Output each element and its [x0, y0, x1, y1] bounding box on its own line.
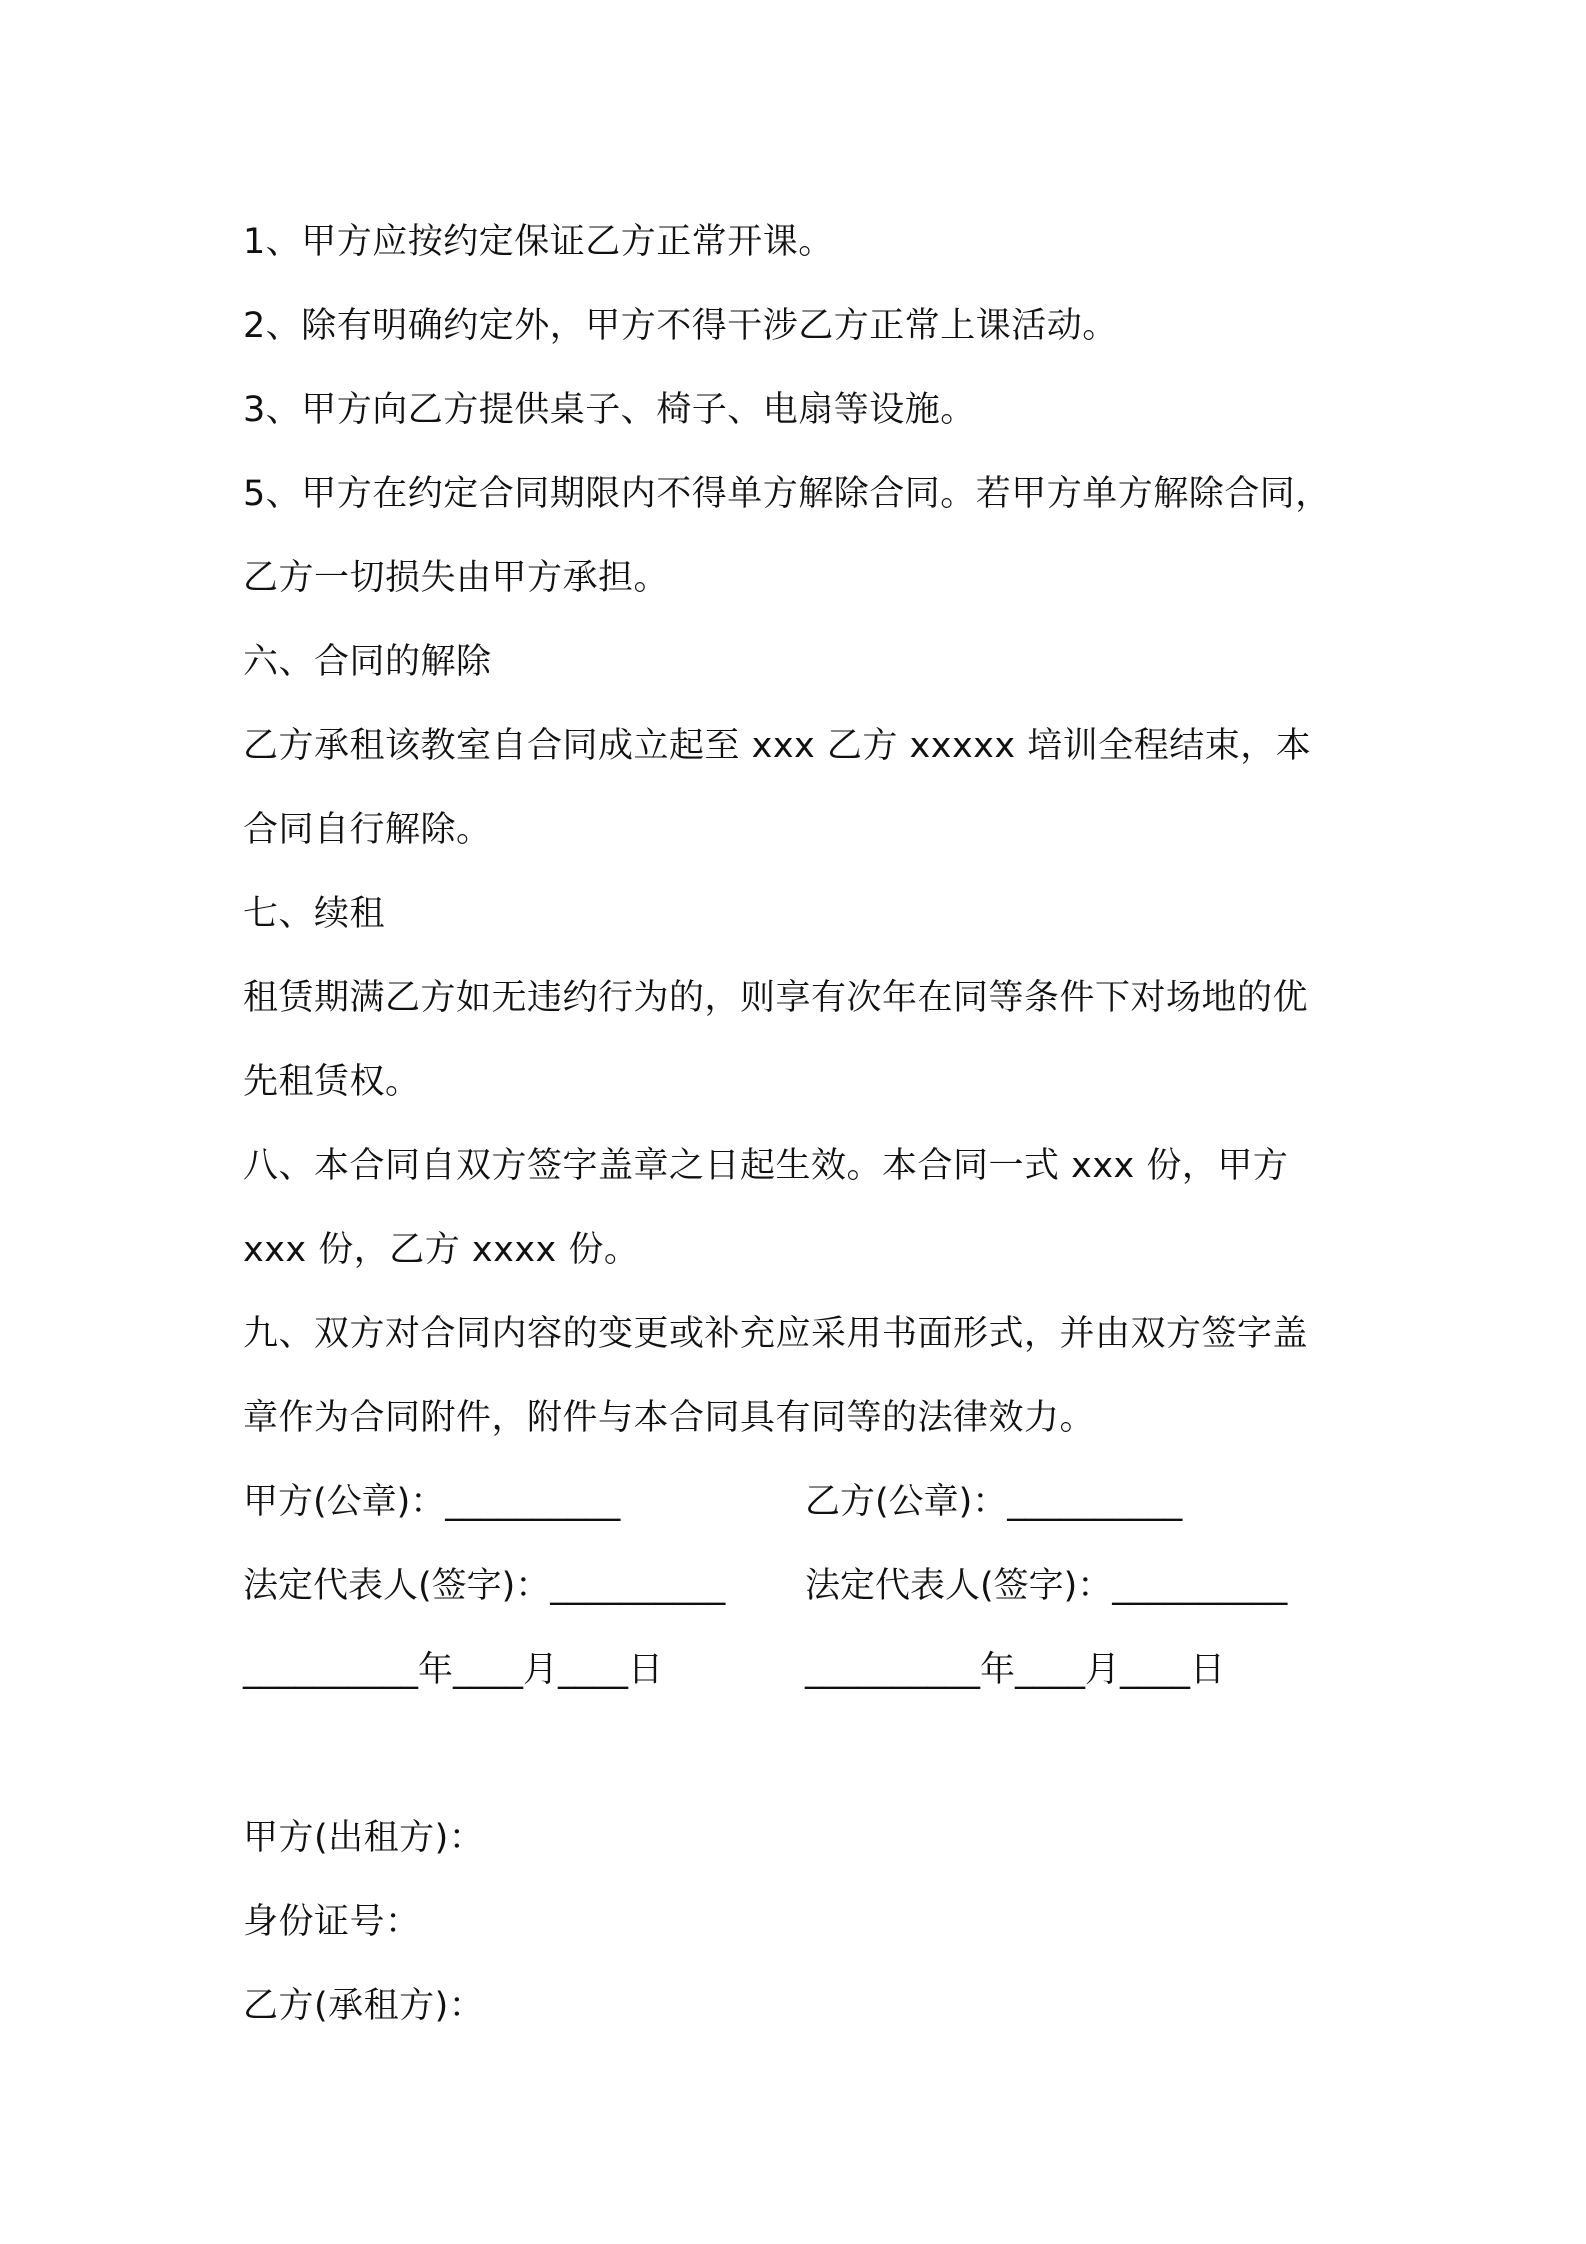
- spacer: [243, 1712, 1393, 1796]
- section-effective: 八、本合同自双方签字盖章之日起生效。本合同一式 xxx 份，甲方: [243, 1146, 1289, 1186]
- section-amendment: 九、双方对合同内容的变更或补充应采用书面形式，并由双方签字盖: [243, 1314, 1309, 1354]
- renewal-text: 租赁期满乙方如无违约行为的，则享有次年在同等条件下对场地的优: [243, 978, 1309, 1018]
- clause-2: 2、除有明确约定外，甲方不得干涉乙方正常上课活动。: [243, 306, 1118, 346]
- section-heading-renewal: 七、续租: [243, 894, 386, 934]
- party-b-date-field: __________年____月____日: [805, 1650, 1226, 1690]
- section-amendment-continued: 章作为合同附件，附件与本合同具有同等的法律效力。: [243, 1398, 1096, 1438]
- contract-page: [243, 200, 1393, 2048]
- termination-text-continued: 合同自行解除。: [243, 810, 492, 850]
- signature-row-seal: [243, 1460, 1393, 1544]
- section-heading-termination: 六、合同的解除: [243, 642, 492, 682]
- party-b-rep-field: 法定代表人(签字)：__________: [805, 1566, 1288, 1606]
- termination-text: 乙方承租该教室自合同成立起至 xxx 乙方 xxxxx 培训全程结束，本: [243, 726, 1312, 766]
- lessee-label: 乙方(承租方)：: [243, 1986, 485, 2026]
- clause-5-continued: 乙方一切损失由甲方承担。: [243, 558, 670, 598]
- party-b-seal-field: 乙方(公章)：__________: [805, 1482, 1183, 1522]
- party-a-rep-field: 法定代表人(签字)：__________: [243, 1566, 726, 1606]
- clause-5: 5、甲方在约定合同期限内不得单方解除合同。若甲方单方解除合同，: [243, 474, 1331, 514]
- renewal-text-continued: 先租赁权。: [243, 1062, 421, 1102]
- section-effective-continued: xxx 份，乙方 xxxx 份。: [243, 1230, 640, 1270]
- clause-3: 3、甲方向乙方提供桌子、椅子、电扇等设施。: [243, 390, 976, 430]
- clause-1: 1、甲方应按约定保证乙方正常开课。: [243, 222, 834, 262]
- signature-row-representative: [243, 1544, 1393, 1628]
- party-a-date-field: __________年____月____日: [243, 1650, 664, 1690]
- signature-row-date: [243, 1628, 1393, 1712]
- lessor-label: 甲方(出租方)：: [243, 1818, 485, 1858]
- party-a-seal-field: 甲方(公章)：__________: [243, 1482, 621, 1522]
- id-number-label: 身份证号：: [243, 1902, 421, 1942]
